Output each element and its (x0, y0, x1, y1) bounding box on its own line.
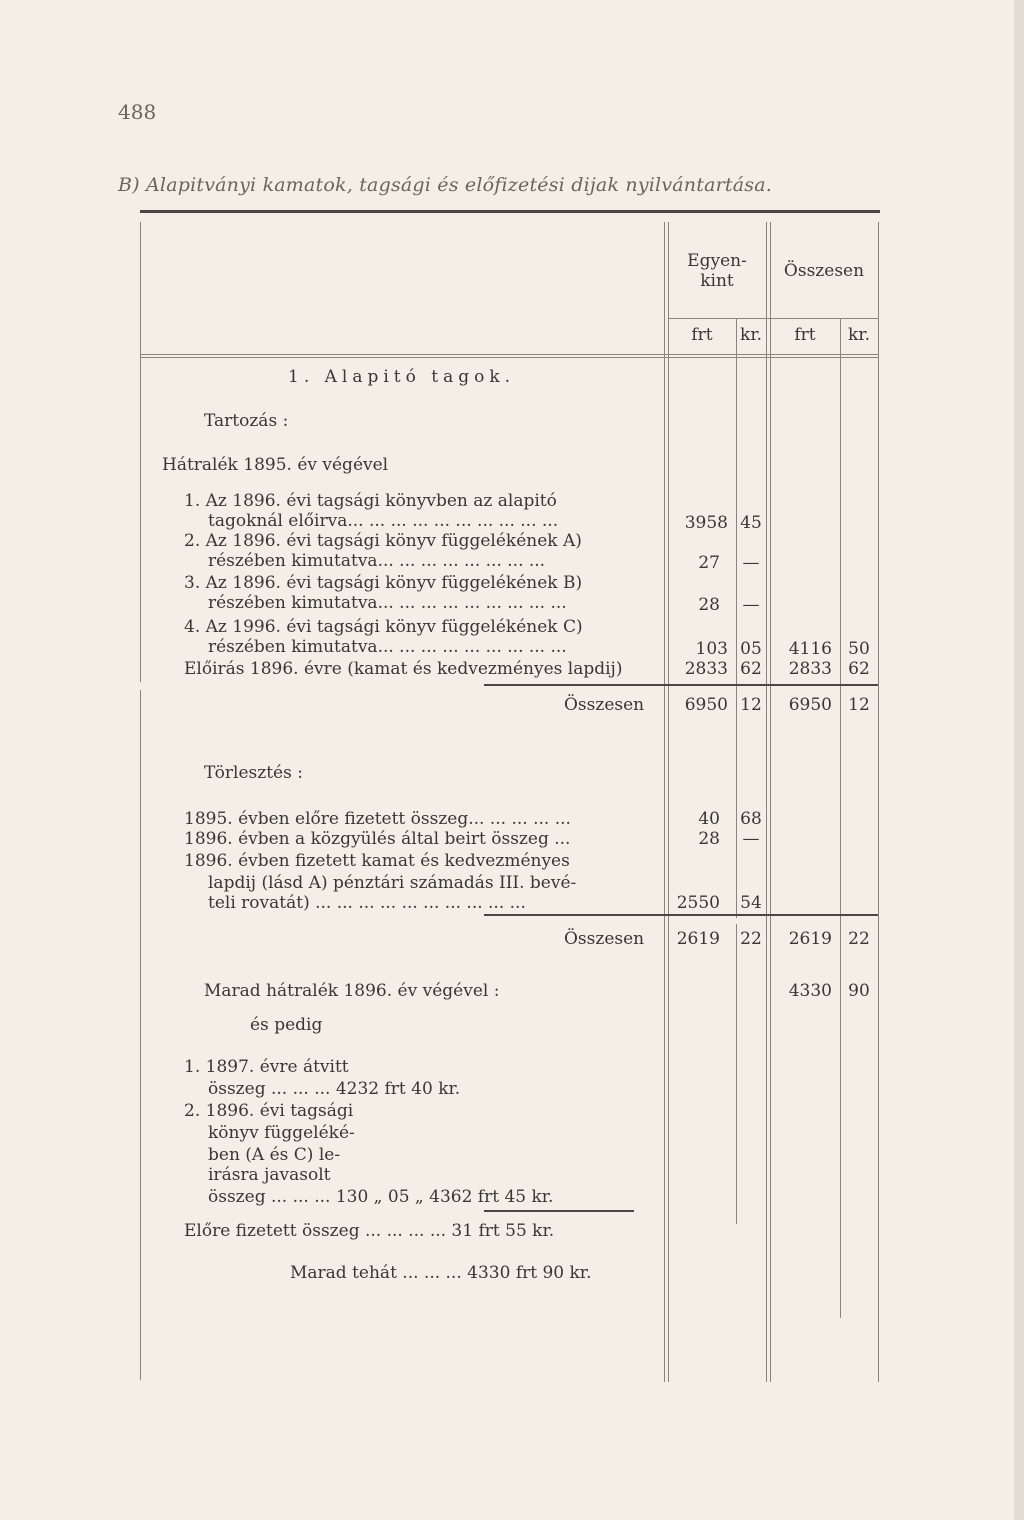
torlesztes-row-3-line-3: teli rovatát) ... ... ... ... ... ... ... ... ... ... (208, 893, 526, 913)
total-1-total-frt: 6950 (788, 695, 832, 715)
total-1-total-kr: 12 (848, 695, 870, 715)
page-number: 488 (118, 100, 157, 124)
torlesztes-row-3-frt: 2550 (676, 893, 720, 913)
section-heading: 1. Alapitó tagok. (288, 367, 516, 387)
item-2-line-2: részében kimutatva... ... ... ... ... ... ... ... (208, 551, 546, 571)
header-egyenkint: Egyen- (687, 251, 747, 271)
torlesztes-row-3-line-1: 1896. évben fizetett kamat és kedvezményes (184, 851, 570, 871)
item-4-line-1: 4. Az 1996. évi tagsági könyv függelékének C) (184, 617, 583, 637)
torlesztes-row-2-kr: — (742, 829, 760, 849)
torlesztes-row-3-kr: 54 (740, 893, 762, 913)
torlesztes-row-2: 1896. évben a közgyülés által beirt összeg ... (184, 829, 571, 849)
marad-item-2-line-4: irásra javasolt (208, 1165, 331, 1185)
col-line-kr2 (840, 318, 841, 1318)
total-2-kr: 22 (740, 929, 762, 949)
marad-item-2-line-2: könyv függeléké- (208, 1123, 355, 1143)
item-1-line-1: 1. Az 1896. évi tagsági könyvben az alapitó (184, 491, 557, 511)
header-egyenkint-2: kint (700, 271, 734, 291)
item-3-kr: — (742, 595, 760, 615)
page-edge (1014, 0, 1024, 1520)
marad-hatralek-text: Marad hátralék 1896. év végével : (204, 981, 500, 1001)
total-1-frt: 6950 (684, 695, 728, 715)
item-3-frt: 28 (698, 595, 720, 615)
col-line-1 (664, 222, 665, 1382)
eloiras-total-kr: 62 (848, 659, 870, 679)
torlesztes-row-3-line-2: lapdij (lásd A) pénztári számadás III. bevé- (208, 873, 577, 893)
marad-tehat: Marad tehát ... ... ... 4330 frt 90 kr. (290, 1263, 592, 1283)
item-4-line-2: részében kimutatva... ... ... ... ... ... ... ... ... (208, 637, 567, 657)
torlesztes-row-2-frt: 28 (698, 829, 720, 849)
marad-item-1-line-2: összeg ... ... ... 4232 frt 40 kr. (208, 1079, 461, 1099)
hatralek-label: Hátralék 1895. év végével (162, 455, 389, 475)
eloiras-total-frt: 2833 (788, 659, 832, 679)
col-line-1b (668, 222, 669, 1382)
item-4-frt: 103 (695, 639, 728, 659)
total-2-total-kr: 22 (848, 929, 870, 949)
torlesztes-row-1: 1895. évben előre fizetett összeg... ... ... ... ... (184, 809, 571, 829)
header-kr-2: kr. (848, 325, 870, 345)
right-border (878, 222, 879, 1382)
item-3-line-1: 3. Az 1896. évi tagsági könyv függelékének B) (184, 573, 583, 593)
item-4-total-kr: 50 (848, 639, 870, 659)
total-2-total-frt: 2619 (788, 929, 832, 949)
col-line-2 (766, 222, 767, 1382)
item-1-kr: 45 (740, 513, 762, 533)
item-4-kr: 05 (740, 639, 762, 659)
item-1-line-2: tagoknál előirva... ... ... ... ... ... ... ... ... ... (208, 511, 559, 531)
total-2-label: Összesen (564, 929, 645, 949)
item-2-kr: — (742, 553, 760, 573)
header-bottom-rule (140, 354, 878, 355)
eloiras-kr: 62 (740, 659, 762, 679)
header-osszesen: Összesen (783, 261, 865, 281)
marad-item-2-line-5: összeg ... ... ... 130 „ 05 „ 4362 frt 45 kr. (208, 1187, 554, 1207)
title-rule (140, 210, 880, 213)
item-2-line-1: 2. Az 1896. évi tagsági könyv függelékének A) (184, 531, 582, 551)
item-1-frt: 3958 (684, 513, 728, 533)
total-2-frt: 2619 (676, 929, 720, 949)
header-frt-2: frt (794, 325, 816, 345)
header-sub-rule-1 (668, 318, 770, 319)
header-bottom-rule-2 (140, 357, 878, 358)
item-2-frt: 27 (698, 553, 720, 573)
left-border-top (140, 222, 141, 682)
es-pedig: és pedig (250, 1015, 323, 1035)
header-kr-1: kr. (740, 325, 762, 345)
marad-rule (484, 1210, 634, 1212)
marad-item-1-line-1: 1. 1897. évre átvitt (184, 1057, 349, 1077)
header-frt-1: frt (691, 325, 713, 345)
col-line-kr1b (736, 924, 737, 1224)
page-title: B) Alapitványi kamatok, tagsági és előfizetési dijak nyilvántartása. (118, 174, 772, 196)
torlesztes-heading: Törlesztés : (204, 763, 303, 783)
marad-hatralek-kr: 90 (848, 981, 870, 1001)
header-sub-rule-2 (770, 318, 878, 319)
eloiras-frt: 2833 (684, 659, 728, 679)
tartozas-label: Tartozás : (204, 411, 289, 431)
total-1-kr: 12 (740, 695, 762, 715)
eloiras-text: Előirás 1896. évre (kamat és kedvezményes lapdij) (184, 659, 623, 679)
total-1-label: Összesen (564, 695, 645, 715)
marad-item-2-line-3: ben (A és C) le- (208, 1145, 341, 1165)
torlesztes-row-1-frt: 40 (698, 809, 720, 829)
left-border-bottom (140, 690, 141, 1380)
torlesztes-row-1-kr: 68 (740, 809, 762, 829)
elore-fizetett: Előre fizetett összeg ... ... ... ... 31 frt 55 kr. (184, 1221, 555, 1241)
marad-hatralek-frt: 4330 (788, 981, 832, 1001)
total-rule-2 (484, 914, 878, 916)
total-rule-1 (484, 684, 878, 686)
item-3-line-2: részében kimutatva... ... ... ... ... ... ... ... ... (208, 593, 567, 613)
marad-item-2-line-1: 2. 1896. évi tagsági (184, 1101, 354, 1121)
col-line-2b (770, 222, 771, 1382)
item-4-total-frt: 4116 (788, 639, 832, 659)
